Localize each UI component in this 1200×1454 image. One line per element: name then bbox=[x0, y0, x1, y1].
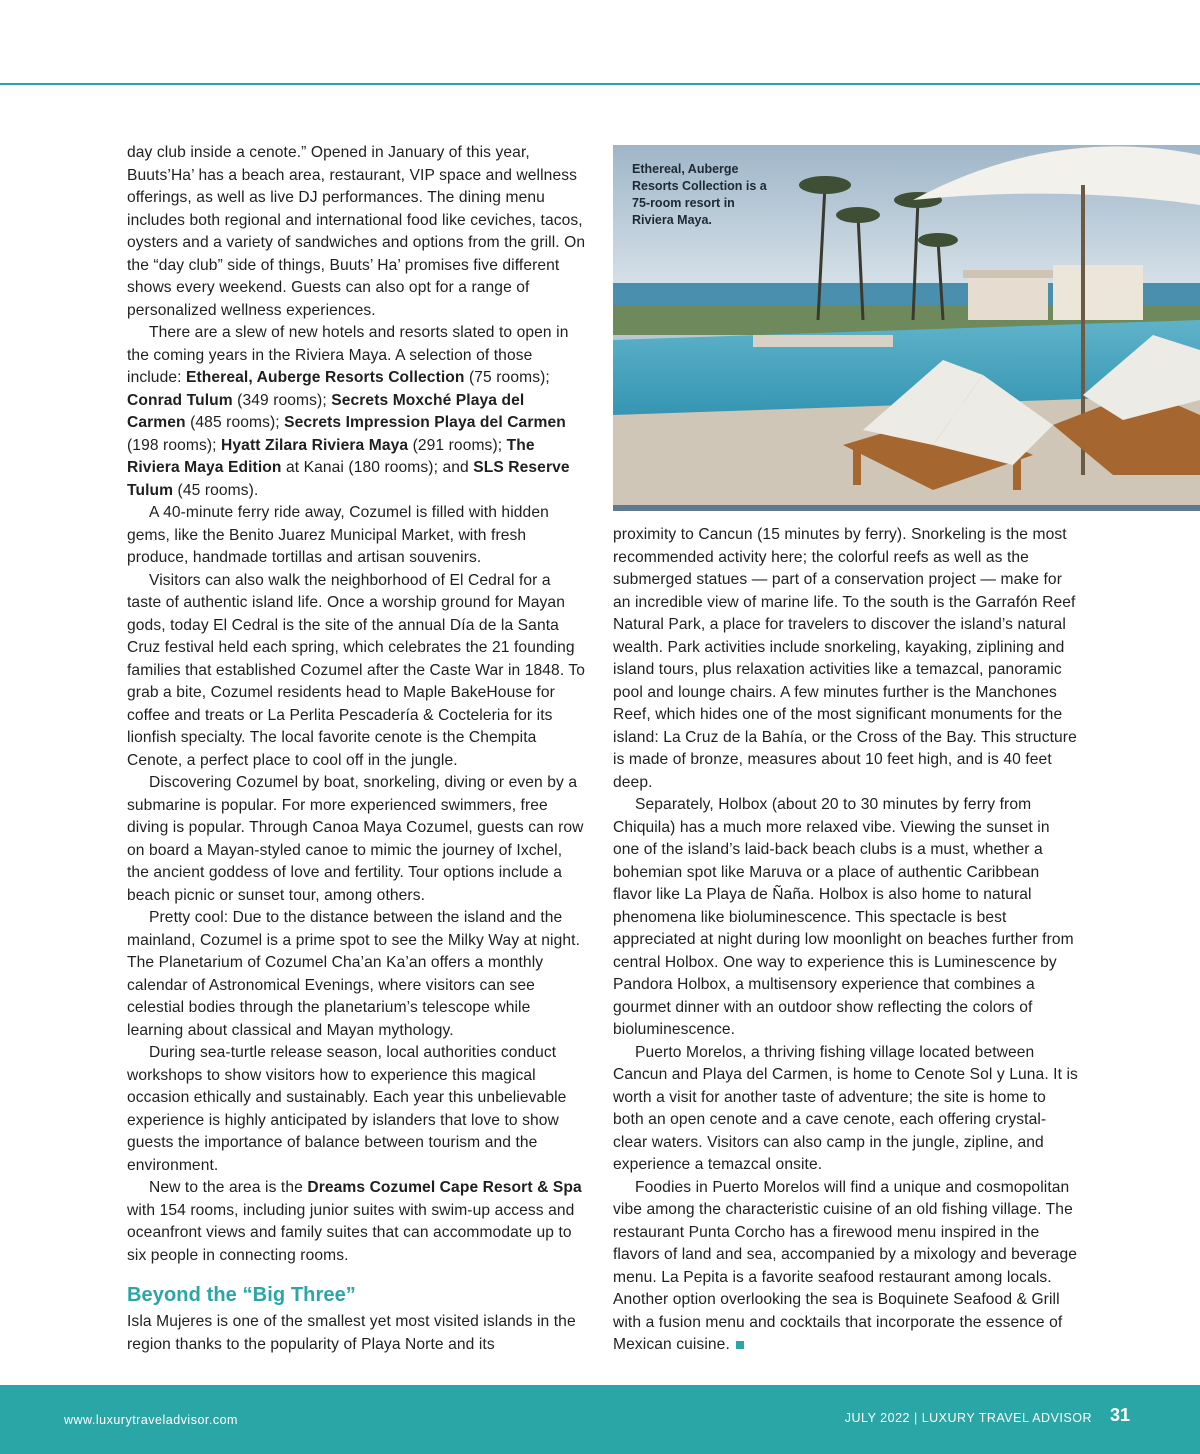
page-number: 31 bbox=[1109, 1405, 1130, 1425]
issue-date: JULY 2022 bbox=[844, 1411, 910, 1425]
text-run: (75 rooms); bbox=[464, 369, 550, 386]
resort-name: The Riviera Maya Edition bbox=[127, 436, 535, 476]
paragraph: Visitors can also walk the neighborhood of El Cedral for a taste of authentic island life. Once a worship ground for Mayan gods, today El Cedral is the site of the annual Día de la Santa Cruz festival held each spring, which celebrates the 21 founding families that established Cozumel after the Caste War in 1848. To grab a bite, Cozumel residents head to Maple BakeHouse for coffee and treats or La Perlita Pescadería & Cocteleria for its lionfish specialty. The local favorite cenote is the Chempita Cenote, a perfect place to cool off in the jungle. bbox=[127, 571, 586, 769]
paragraph: Puerto Morelos, a thriving fishing village located between Cancun and Playa del Carmen, is home to Cenote Sol y Luna. It is worth a visit for another taste of adventure; the site is home to both an open cenote and a cave cenote, each offering crystal-clear waters. Visitors can also camp in the jungle, zipline, and experience a temazcal onsite. bbox=[613, 1043, 1078, 1173]
end-of-article-mark bbox=[736, 1341, 744, 1349]
paragraph: day club inside a cenote.” Opened in January of this year, Buuts’Ha’ has a beach area, restaurant, VIP space and wellness offerings, as well as live DJ performances. The dining menu includes both regional and international food like ceviches, tacos, oysters and a variety of sandwiches and options from the grill. On the “day club” side of things, Buuts’ Ha’ promises five different shows every weekend. Guests can also opt for a range of personalized wellness experiences. bbox=[127, 144, 586, 319]
text-run: New to the area is the bbox=[149, 1179, 308, 1196]
paragraph: Discovering Cozumel by boat, snorkeling, diving or even by a submarine is popular. For more experienced swimmers, free diving is popular. Through Canoa Maya Cozumel, guests can row on board a Mayan-styled canoe to mimic the journey of Ixchel, the ancient goddess of love and fertility. Tour options include a beach picnic or sunset tour, among others. bbox=[127, 774, 584, 904]
paragraph: Separately, Holbox (about 20 to 30 minutes by ferry from Chiquila) has a much more relaxed vibe. Viewing the sunset in one of the island’s laid-back beach clubs is a must, whether a bohemian spot like Maruva or a place of authentic Caribbean flavor like La Playa de Ñaña. Holbox is also home to natural phenomena like bioluminescence. This spectacle is best appreciated at night during low moonlight on beaches further from central Holbox. One way to experience this is Luminescence by Pandora Holbox, a multisensory experience that combines a gourmet dinner with an outdoor show reflecting the colors of bioluminescence. bbox=[613, 796, 1074, 1038]
paragraph: A 40-minute ferry ride away, Cozumel is filled with hidden gems, like the Benito Juarez Municipal Market, with fresh produce, handmade tortillas and artisan souvenirs. bbox=[127, 504, 549, 566]
text-run: at Kanai (180 rooms); and bbox=[281, 459, 474, 476]
page-footer bbox=[0, 1385, 1200, 1454]
article-column-left bbox=[127, 142, 587, 1356]
article-column-right bbox=[613, 524, 1078, 1357]
text-run: with 154 rooms, including junior suites with swim-up access and oceanfront views and family suites that can accommodate up to six people in connecting rooms. bbox=[127, 1201, 575, 1264]
paragraph: Pretty cool: Due to the distance between the island and the mainland, Cozumel is a prime spot to see the Milky Way at night. The Planetarium of Cozumel Cha’an Ka’an offers a monthly calendar of Astronomical Evenings, where visitors can see celestial bodies through the planetarium’s telescope while learning about classical and Mayan mythology. bbox=[127, 909, 581, 1039]
footer-issue-info bbox=[845, 1411, 1092, 1425]
text-run: Foodies in Puerto Morelos will find a unique and cosmopolitan vibe among the characteristic cuisine of an old fishing village. The restaurant Punta Corcho has a firewood menu inspired in the flavors of land and sea, accompanied by a mixology and beverage menu. La Pepita is a favorite seafood restaurant among locals. Another option overlooking the sea is Boquinete Seafood & Grill with a fusion menu and cocktails that incorporate the essence of Mexican cuisine. bbox=[613, 1178, 1078, 1353]
text-run: (291 rooms); bbox=[408, 436, 507, 454]
text-run: There are a slew of new hotels and resorts slated to open in the coming years in the Riviera Maya. A selection of those include: bbox=[127, 324, 569, 386]
resort-name: Hyatt Zilara Riviera Maya bbox=[221, 436, 409, 454]
magazine-name: LUXURY TRAVEL ADVISOR bbox=[921, 1411, 1092, 1425]
paragraph: proximity to Cancun (15 minutes by ferry). Snorkeling is the most recommended activity here; the colorful reefs as well as the submerged statues — part of a conservation project — make for an incredible view of marine life. To the south is the Garrafón Reef Natural Park, a place for travelers to discover the island’s natural wealth. Park activities include snorkeling, kayaking, ziplining and island tours, plus relaxation activities like a temazcal, panoramic pool and lounge chairs. A few minutes further is the Manchones Reef, which hides one of the most significant monuments for the island: La Cruz de la Bahía, or the Cross of the Bay. This structure is made of bronze, measures about 10 feet high, and is 40 feet deep. bbox=[613, 526, 1077, 791]
photo-caption: Ethereal, Auberge Resorts Collection is a 75-room resort in Riviera Maya. bbox=[632, 162, 767, 227]
paragraph: Isla Mujeres is one of the smallest yet most visited islands in the region thanks to the popularity of Playa Norte and its bbox=[127, 1313, 576, 1353]
resort-name: Secrets Moxché Playa del Carmen bbox=[127, 391, 525, 431]
paragraph-resort-list bbox=[127, 322, 587, 502]
paragraph-final bbox=[613, 1177, 1078, 1357]
photo-rule bbox=[613, 505, 1200, 511]
footer-url[interactable]: www.luxurytraveladvisor.com bbox=[64, 1413, 238, 1427]
resort-name: Ethereal, Auberge Resorts Collection bbox=[185, 369, 465, 386]
text-run: (198 rooms); bbox=[127, 436, 222, 454]
resort-name: Secrets Impression Playa del Carmen bbox=[284, 414, 566, 431]
resort-name: SLS Reserve Tulum bbox=[127, 459, 570, 499]
text-run: (349 rooms); bbox=[232, 391, 332, 409]
footer-separator: | bbox=[913, 1411, 918, 1425]
text-run: (45 rooms). bbox=[173, 481, 259, 499]
header-rule bbox=[0, 83, 1200, 85]
section-heading: Beyond the “Big Three” bbox=[127, 1284, 356, 1306]
paragraph bbox=[127, 1177, 587, 1267]
resort-name: Conrad Tulum bbox=[127, 391, 233, 409]
text-run: (485 rooms); bbox=[185, 414, 285, 431]
resort-name: Dreams Cozumel Cape Resort & Spa bbox=[307, 1179, 582, 1196]
paragraph: During sea-turtle release season, local authorities conduct workshops to show visitors how to experience this magical occasion ethically and sustainably. Each year this unbelievable experience is highly anticipated by islanders that love to show guests the importance of balance between tourism and the environment. bbox=[127, 1044, 567, 1174]
